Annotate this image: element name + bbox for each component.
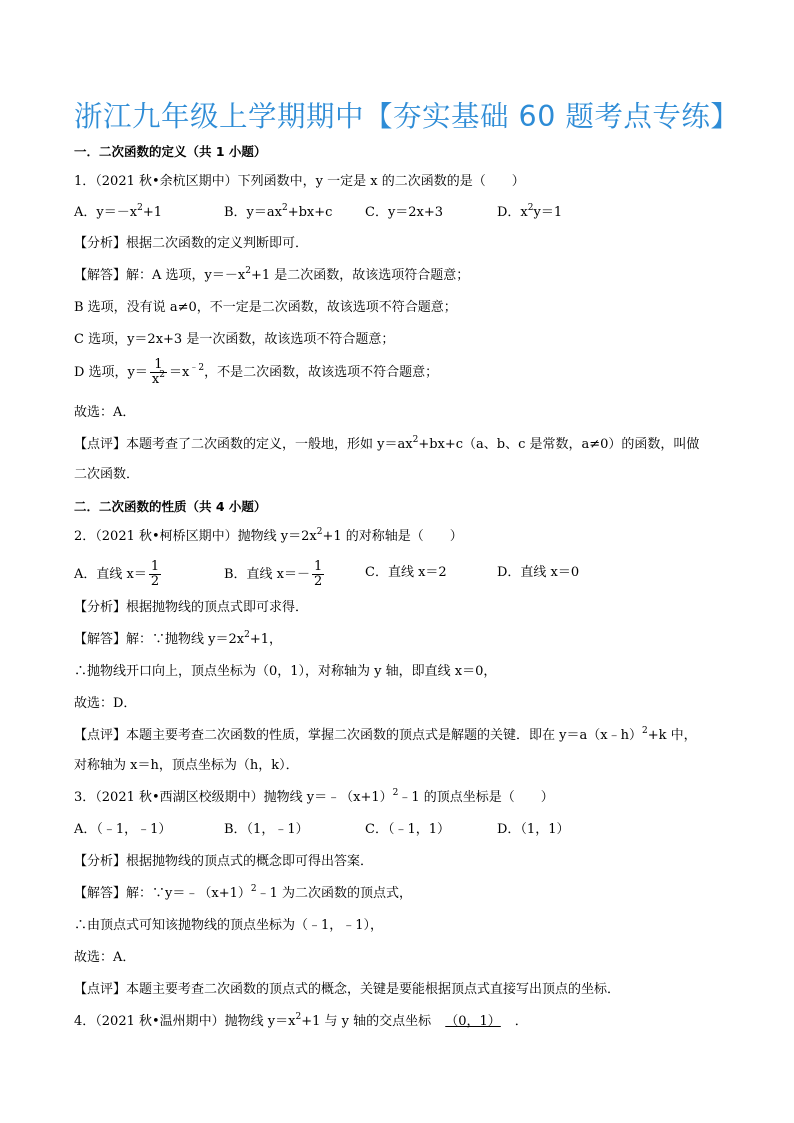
q3-analysis: 【分析】根据抛物线的顶点式的概念即可得出答案． <box>74 854 374 869</box>
q3-answer: 【解答】解：$\because y=﹣(x+1)^2﹣1$ 为二次函数的顶点式， <box>74 884 412 901</box>
q2-comment: 【点评】本题主要考查二次函数的性质，掌握二次函数的顶点式是解题的关键．即在 y＝a（x﹣h）$^2$+k 中， <box>74 726 697 743</box>
q2-choice: 故选：D． <box>74 696 137 711</box>
q3-answer-line-2: ∴由顶点式可知该抛物线的顶点坐标为（﹣1，﹣1）， <box>74 918 384 933</box>
q2-comment-line-2: 对称轴为 x＝h，顶点坐标为（h，k）． <box>74 758 299 773</box>
page-title: 浙江九年级上学期期中【夯实基础 60 题考点专练】 <box>74 100 740 133</box>
q1-comment: 【点评】本题考查了二次函数的定义，一般地，形如 $y=ax^2+bx+c(a$、b、c 是常数，a≠0）的函数，叫做 <box>74 435 700 452</box>
q2-stem: 2．（2021 秋•柯桥区期中）抛物线 $y=2x^2+1$ 的对称轴是（ ） <box>74 527 463 544</box>
q3-choice: 故选：A． <box>74 950 136 965</box>
q1-fraction: $\frac{1}{x^2}$ <box>151 357 165 387</box>
q1-analysis: 【分析】根据二次函数的定义判断即可． <box>74 236 309 251</box>
q3-option-b: B．（1，﹣1） <box>224 822 309 837</box>
q2-option-c: C．直线 x＝2 <box>365 565 447 580</box>
section-heading-1: 一．二次函数的定义（共 1 小题） <box>74 144 267 159</box>
q2-option-d: D．直线 x＝0 <box>497 565 580 580</box>
q1-answer-line-c: C 选项，y＝2x+3 是一次函数，故该选项不符合题意； <box>74 332 395 347</box>
q1-option-b: B．$y=ax^2+bx+c$ <box>224 203 333 220</box>
q4-stem: 4．（2021 秋•温州期中）抛物线 $y=x^2+1$ 与 y 轴的交点坐标 （0，1） ． <box>74 1012 528 1032</box>
q2-option-a: A．直线 x＝ $\frac{1}{2}$ <box>74 559 160 589</box>
q1-answer: 【解答】解：A 选项，$y=-x^2+1$ 是二次函数，故该选项符合题意； <box>74 266 470 283</box>
section-heading-2: 二．二次函数的性质（共 4 小题） <box>74 499 267 514</box>
q1-option-d: D．$x^2y=1$ <box>497 203 563 220</box>
q1-stem: 1．（2021 秋•余杭区期中）下列函数中，y 一定是 x 的二次函数的是（ ） <box>74 174 525 189</box>
q4-answer-blank: （0，1） <box>445 1014 501 1029</box>
q1-option-a: A．$y=-x^2+1$ <box>74 203 162 220</box>
q1-answer-line-d: D 选项，y＝ $\frac{1}{x^2}$ $=x^{﹣2}$，不是二次函数，故该选项不符合题意； <box>74 357 439 387</box>
q3-comment: 【点评】本题主要考查二次函数的顶点式的概念，关键是要能根据顶点式直接写出顶点的坐标． <box>74 982 621 997</box>
q1-comment-line-2: 二次函数． <box>74 467 140 482</box>
q1-option-c: C．y＝2x+3 <box>365 205 444 220</box>
q1-choice: 故选：A． <box>74 405 136 420</box>
q2-answer-line-2: ∴抛物线开口向上，顶点坐标为（0，1），对称轴为 y 轴，即直线 x＝0， <box>74 664 497 679</box>
q3-option-c: C．（﹣1，1） <box>365 822 450 837</box>
q3-stem: 3．（2021 秋•西湖区校级期中）抛物线 $y=﹣(x+1)^2﹣1$ 的顶点坐标是（ ） <box>74 788 554 805</box>
q3-option-a: A．（﹣1，﹣1） <box>74 822 172 837</box>
q2-answer: 【解答】解：∵抛物线 $y=2x^2+1$， <box>74 630 283 647</box>
q3-option-d: D．（1，1） <box>497 822 570 837</box>
q2-analysis: 【分析】根据抛物线的顶点式即可求得． <box>74 600 309 615</box>
q1-answer-line-b: B 选项，没有说 a≠0，不一定是二次函数，故该选项不符合题意； <box>74 300 457 315</box>
q2-option-b: B．直线 x＝－ $\frac{1}{2}$ <box>224 559 323 589</box>
